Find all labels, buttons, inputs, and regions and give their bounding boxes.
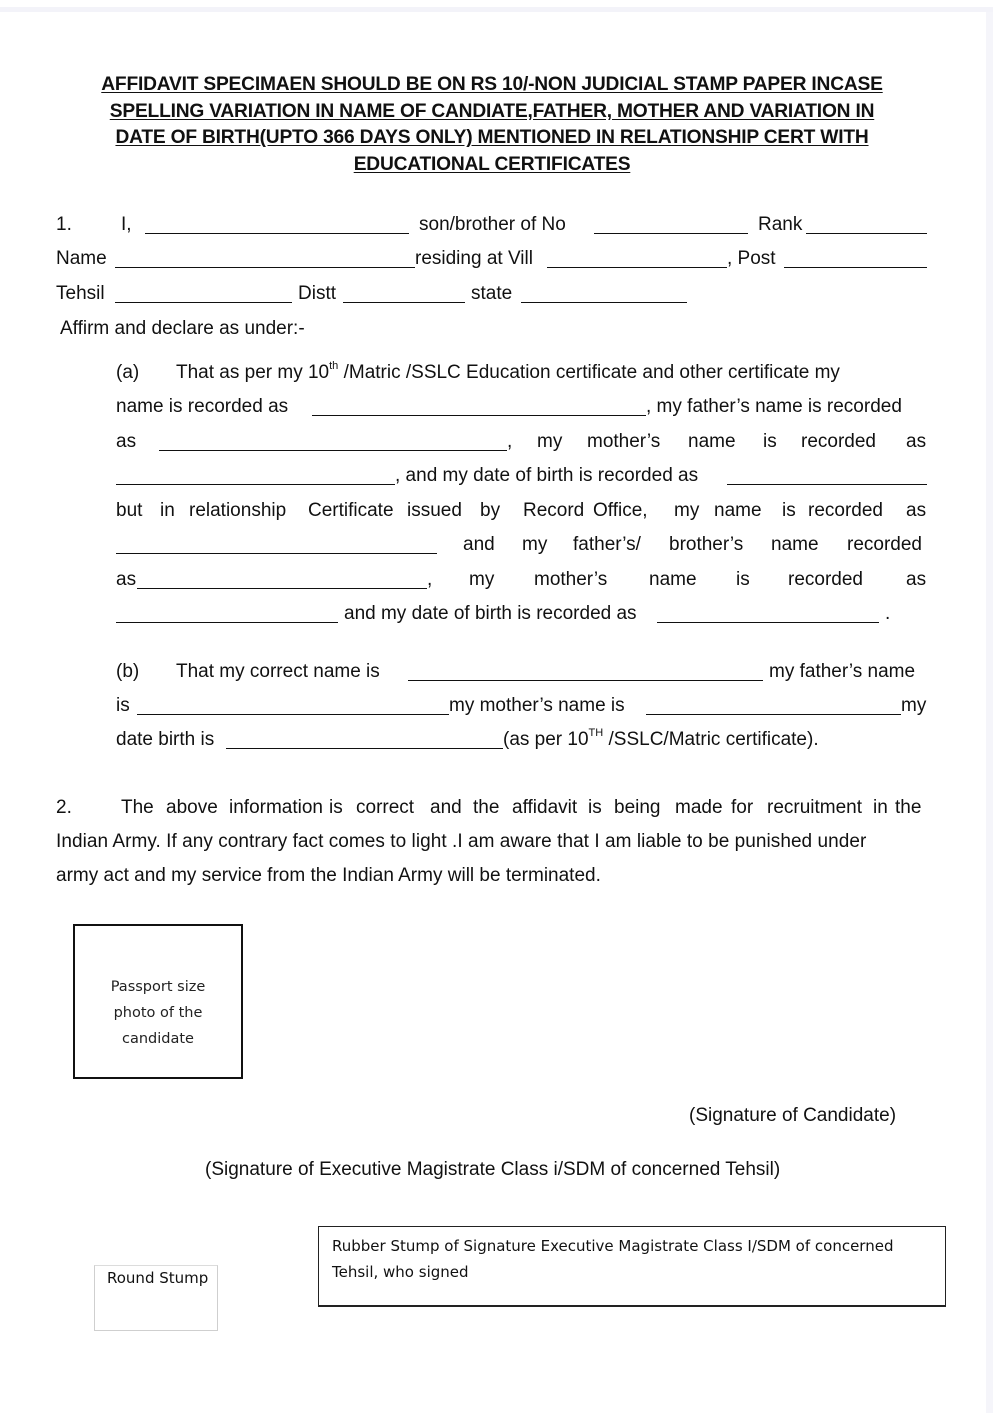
para2-line: Indian Army. If any contrary fact comes to light .I am aware that I am liable to be punished under: [56, 831, 867, 852]
word: Office,: [593, 500, 648, 521]
word: recorded: [847, 534, 922, 555]
word: mother’s: [534, 569, 608, 590]
label-tehsil: Tehsil: [56, 283, 105, 304]
word: and: [463, 534, 495, 555]
label-post: , Post: [727, 248, 776, 269]
word: my: [522, 534, 548, 555]
word: issued: [407, 500, 462, 521]
text: /Matric /SSLC Education certificate and other certificate my: [338, 362, 840, 383]
rel-father-name-blank[interactable]: [137, 588, 427, 589]
word: Certificate: [308, 500, 394, 521]
sub-b-text: my father’s name: [769, 661, 916, 682]
sub-a-text: , and my date of birth is recorded as: [395, 465, 699, 486]
sub-a-text: , my father’s name is recorded: [646, 396, 902, 417]
word: information: [229, 797, 323, 818]
edu-dob-blank[interactable]: [727, 484, 927, 485]
word: being: [614, 797, 661, 818]
para1-number: 1.: [56, 214, 72, 235]
word: made: [675, 797, 723, 818]
service-number-blank[interactable]: [594, 233, 748, 234]
correct-father-name-blank[interactable]: [137, 714, 449, 715]
word: my: [674, 500, 700, 521]
label-name: Name: [56, 248, 107, 269]
word: as: [906, 569, 927, 590]
sub-b-text: is: [116, 695, 130, 716]
correct-name-blank[interactable]: [408, 680, 763, 681]
rel-dob-blank[interactable]: [657, 622, 879, 623]
word: is: [736, 569, 750, 590]
round-stamp-label: Round Stump: [107, 1269, 209, 1287]
candidate-name-blank[interactable]: [145, 233, 409, 234]
word: in: [873, 797, 888, 818]
post-blank[interactable]: [784, 267, 927, 268]
sub-a-text: name is recorded as: [116, 396, 289, 417]
state-blank[interactable]: [521, 302, 687, 303]
sub-a-text: [176, 361, 840, 385]
word: relationship: [189, 500, 287, 521]
word: by: [480, 500, 501, 521]
word: my: [537, 431, 563, 452]
sub-a-text: ,: [427, 569, 433, 590]
relative-name-blank[interactable]: [115, 267, 415, 268]
word: the: [895, 797, 922, 818]
document-title: [60, 72, 924, 178]
round-stamp-box: [94, 1265, 218, 1331]
word: Record: [523, 500, 585, 521]
text: Rubber Stump of Signature Executive Magistrate Class I/SDM of concerned: [332, 1237, 894, 1255]
edu-name-blank[interactable]: [312, 415, 646, 416]
word: is: [763, 431, 777, 452]
signature-candidate-label: (Signature of Candidate): [689, 1105, 897, 1126]
word: my: [469, 569, 495, 590]
sub-b-text: my mother’s name is: [449, 695, 625, 716]
title-line: SPELLING VARIATION IN NAME OF CANDIATE,FATHER, MOTHER AND VARIATION IN: [109, 100, 875, 122]
para2-number: 2.: [56, 797, 72, 818]
sub-a-text: and my date of birth is recorded as: [344, 603, 637, 624]
sub-b-text: date birth is: [116, 729, 215, 750]
edu-father-name-blank[interactable]: [159, 450, 507, 451]
word: correct: [356, 797, 415, 818]
word: recorded: [788, 569, 863, 590]
label-state: state: [471, 283, 513, 304]
sub-a-text: as: [116, 431, 137, 452]
superscript: th: [329, 359, 339, 372]
sub-b-text: [503, 728, 819, 752]
rank-blank[interactable]: [806, 233, 927, 234]
photo-placeholder-text: [75, 974, 241, 1052]
word: recorded: [808, 500, 883, 521]
page-right-edge: [986, 12, 993, 1413]
label-residing-at-vill: residing at Vill: [415, 248, 533, 269]
title-line: DATE OF BIRTH(UPTO 366 DAYS ONLY) MENTIONED IN RELATIONSHIP CERT WITH: [115, 127, 869, 148]
word: recruitment: [767, 797, 863, 818]
word: The: [121, 797, 154, 818]
sub-b-label: (b): [116, 661, 140, 682]
word: name: [649, 569, 697, 590]
word: is: [782, 500, 796, 521]
word: name: [688, 431, 736, 452]
word: name: [714, 500, 762, 521]
word: as: [906, 500, 927, 521]
rubber-stamp-box: [318, 1226, 946, 1307]
edu-mother-name-blank[interactable]: [116, 484, 395, 485]
sub-a-text: as: [116, 569, 137, 590]
sub-a-text: .: [885, 603, 891, 624]
rel-name-blank[interactable]: [116, 553, 437, 554]
sub-b-text: my: [901, 695, 927, 716]
title-line: AFFIDAVIT SPECIMAEN SHOULD BE ON RS 10/-NON JUDICIAL STAMP PAPER INCASE: [101, 74, 883, 95]
sub-a-text: ,: [507, 431, 513, 452]
district-blank[interactable]: [343, 302, 465, 303]
signature-magistrate-label: (Signature of Executive Magistrate Class i/SDM of concerned Tehsil): [205, 1159, 781, 1180]
label-distt: Distt: [298, 283, 336, 304]
word: in: [160, 500, 175, 521]
text: /SSLC/Matric certificate).: [603, 729, 819, 750]
word: and: [430, 797, 462, 818]
passport-photo-box: [73, 924, 243, 1079]
affirm-declare-text: Affirm and declare as under:-: [60, 318, 305, 339]
word: the: [473, 797, 500, 818]
word: mother’s: [587, 431, 661, 452]
title-line: EDUCATIONAL CERTIFICATES: [353, 153, 631, 175]
text: That as per my 10: [176, 362, 330, 383]
correct-mother-name-blank[interactable]: [646, 714, 901, 715]
label-rank: Rank: [758, 214, 803, 235]
text: (as per 10: [503, 729, 589, 750]
text: photo of the: [113, 1005, 203, 1021]
word: is: [329, 797, 343, 818]
tehsil-blank[interactable]: [115, 302, 292, 303]
word: is: [588, 797, 602, 818]
page-top-edge: [0, 7, 993, 12]
correct-dob-blank[interactable]: [226, 748, 503, 749]
village-blank[interactable]: [547, 267, 727, 268]
label-son-brother-of-no: son/brother of No: [419, 214, 566, 235]
sub-b-text: That my correct name is: [176, 661, 380, 682]
label-i: I,: [121, 214, 132, 235]
word: name: [771, 534, 819, 555]
word: above: [166, 797, 218, 818]
para2-line: army act and my service from the Indian Army will be terminated.: [56, 865, 601, 886]
word: but: [116, 500, 143, 521]
word: father’s/: [573, 534, 641, 555]
word: recorded: [801, 431, 876, 452]
sub-a-label: (a): [116, 362, 140, 383]
text: candidate: [122, 1031, 194, 1047]
rubber-stamp-label: [332, 1233, 932, 1285]
superscript: TH: [588, 726, 604, 739]
word: affidavit: [512, 797, 578, 818]
word: as: [906, 431, 927, 452]
word: brother’s: [669, 534, 744, 555]
word: for: [731, 797, 754, 818]
text: Tehsil, who signed: [332, 1263, 469, 1281]
rel-mother-name-blank[interactable]: [116, 622, 338, 623]
text: Passport size: [110, 979, 206, 995]
